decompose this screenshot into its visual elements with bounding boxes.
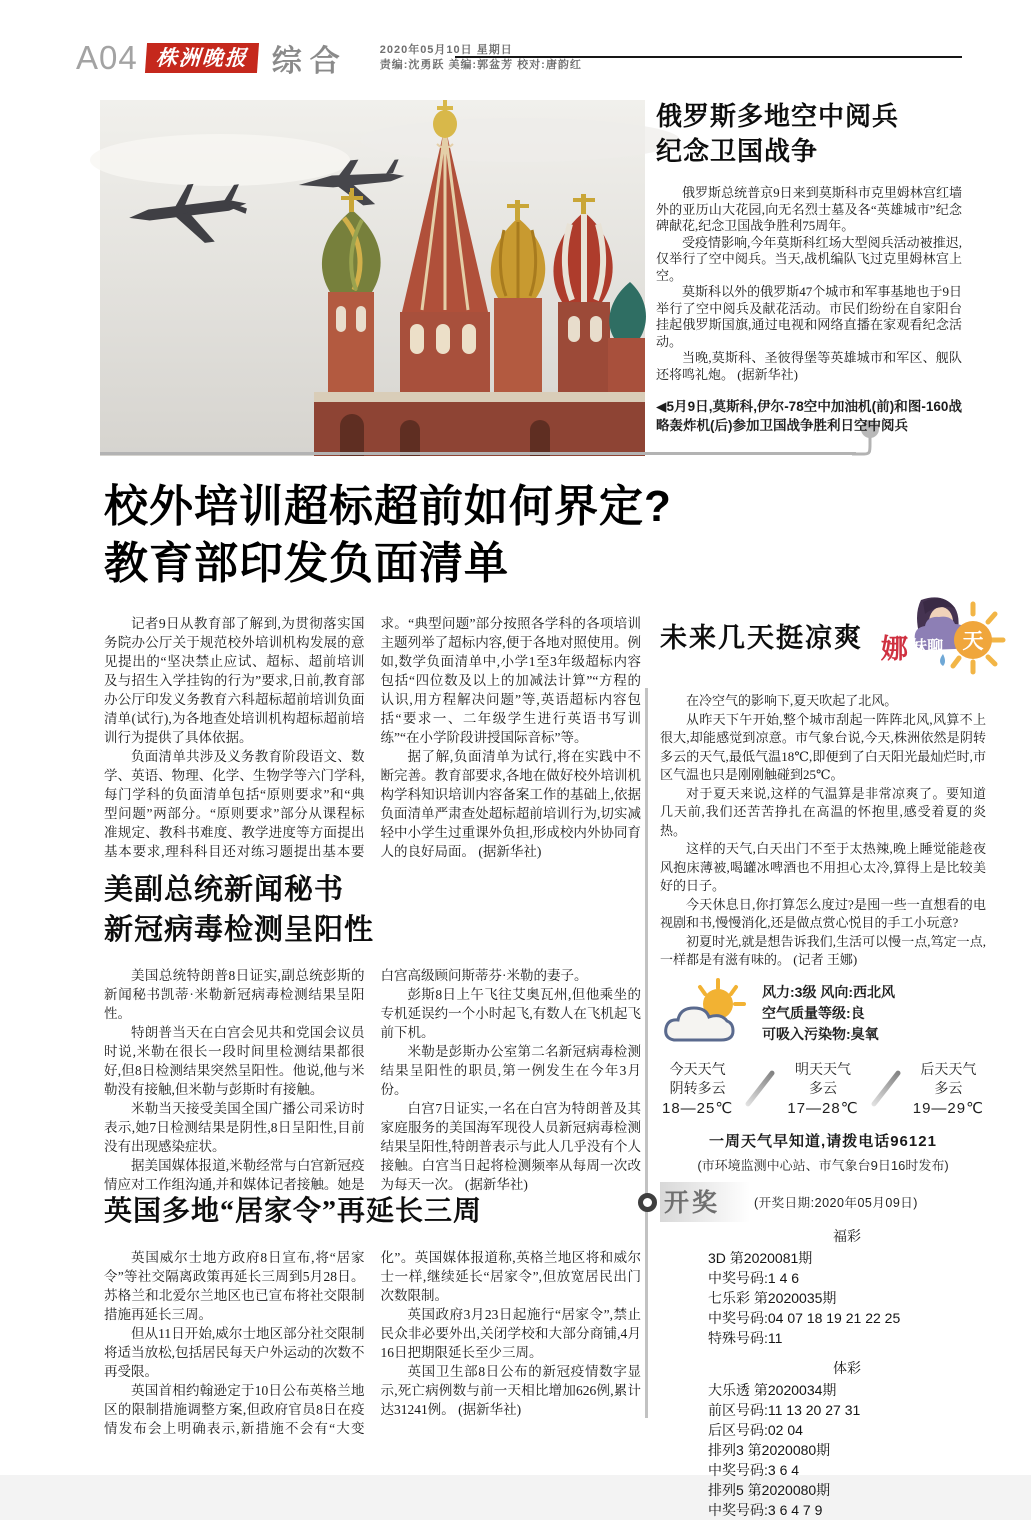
staff-line: 责编:沈勇跃 美编:郭盆芳 校对:唐韵红 <box>379 59 582 71</box>
paragraph: 对于夏天来说,这样的气温算是非常凉爽了。要知道几天前,我们还苦苦挣扎在高温的怀抱里,感受着夏的炎热。 <box>660 785 986 838</box>
paragraph: 当晚,莫斯科、圣彼得堡等英雄城市和军区、舰队还将鸣礼炮。 (据新华社) <box>656 350 962 382</box>
main-article-body <box>104 614 641 861</box>
pence-article-title: 美副总统新闻秘书 新冠病毒检测呈阳性 <box>104 874 375 947</box>
lottery-label: 开奖 <box>660 1182 750 1222</box>
date-line: 2020年05月10日 星期日 <box>379 44 513 56</box>
paragraph: 这样的天气,白天出门不至于太热辣,晚上睡觉能趁夜风抱床薄被,喝罐冰啤酒也不用担心太冷,算得上是比较美好的日子。 <box>660 841 986 893</box>
lottery-line: 中奖号码:3 6 4 <box>708 1462 800 1478</box>
paragraph: 英国卫生部8日公布的新冠疫情数字显示,死亡病例数与前一天相比增加626例,累计达31241例。 (据新华社) <box>380 1364 641 1418</box>
header-rule <box>455 56 962 58</box>
page-header <box>76 34 582 82</box>
photo-caption: ◀5月9日,莫斯科,伊尔-78空中加油机(前)和图-160战略轰炸机(后)参加卫国战争胜利日空中阅兵 <box>656 399 962 434</box>
paragraph: 米勒当天接受美国全国广播公司采访时表示,她7日检测结果是阴性,8日呈阳性,目前没有出现感染症状。 <box>104 1101 365 1155</box>
forecast-tomorrow: 明天天气 多云 17—28℃ <box>787 1060 859 1117</box>
article-training-list <box>104 478 672 870</box>
weather-info-lines <box>762 982 895 1045</box>
lottery-line: 前区号码:11 13 20 27 31 <box>708 1402 861 1418</box>
paragraph: 据了解,负面清单为试行,将在实践中不断完善。教育部要求,各地在做好校外培训机构学科知识培训内容备案工作的基础上,依据负面清单严肃查处超标超前培训行为,切实减轻中小学生过重课外负担,形成校内外协同育人的良好局面。 (据新华社) <box>380 749 641 860</box>
lottery-line: 中奖号码:1 4 6 <box>708 1270 800 1286</box>
publication-info <box>380 43 582 73</box>
section-title: 综合 <box>271 45 348 78</box>
lottery-line: 大乐透 第2020034期 <box>708 1382 837 1398</box>
article-russia-parade <box>656 100 962 435</box>
paragraph: 英国首相约翰逊定于10日公布英格兰地区的限制措施调整方案,但政府官员8日在疫情发布会上明确表示,新措施不会有“大变化”。英国媒体报道称,英格兰地区将和威尔士一样,继续延长“居家令”,但放宽居民出门次数限制。 <box>104 1250 641 1437</box>
paragraph: 负面清单共涉及义务教育阶段语文、数学、英语、物理、化学、生物学等六门学科,每门学科的负面清单包括“原则要求”和“典型问题”两部分。“原则要求”部分从课程标准规定、教科书难度、教学进度等方面提出基本要求,理科科目还对练习题提出基本要求。“典型问题”部分按照各学科的各项培训主题列举了超标内容,便于各地对照使用。例如,数学负面清单中,小学1至3年级超标内容包括“四位数及以上的加减法计算”“方程的认识,用方程解决问题”等,英语超标内容包括“要求一、二年级学生进行英语书写训练”“在小学阶段讲授国际音标”等。 <box>104 616 641 860</box>
lottery-line: 排列3 第2020080期 <box>708 1442 831 1458</box>
paragraph: 在冷空气的影响下,夏天吹起了北风。 <box>686 693 898 708</box>
air-quality-line: 空气质量等级:良 <box>762 1005 865 1021</box>
lottery-line: 七乐彩 第2020035期 <box>708 1290 837 1306</box>
paragraph: 白宫7日证实,一名在白宫为特朗普及其家庭服务的美国海军现役人员新冠病毒检测结果呈阳性,特朗普表示与此人几乎没有个人接触。白宫当日起将检测频率从每周一次改为每天一次。 (据新华社) <box>380 1101 641 1193</box>
paragraph: 米勒是彭斯办公室第二名新冠病毒检测结果呈阳性的职员,第一例发生在今年3月份。 <box>380 1044 641 1098</box>
bullet-ring-icon <box>638 1193 657 1212</box>
paragraph: 特朗普当天在白宫会见共和党国会议员时说,米勒在很长一段时间里检测结果都很好,但8日检测结果突然呈阳性。他说,他与米勒没有接触,但米勒与彭斯时有接触。 <box>104 1025 365 1098</box>
forecast-slash <box>745 1070 776 1108</box>
paragraph: 英国政府3月23日起施行“居家令”,禁止民众非必要外出,关闭学校和大部分商铺,4月16日把期限延长至少三周。 <box>380 1307 641 1361</box>
lottery-line: 中奖号码:3 6 4 7 9 <box>708 1502 823 1518</box>
paragraph: 但从11日开始,威尔士地区部分社交限制将适当放松,包括居民每天户外运动的次数不再受限。 <box>104 1326 365 1380</box>
weather-hotline: 一周天气早知道,请拨电话96121 <box>709 1132 937 1150</box>
pence-article-body <box>104 966 641 1194</box>
forecast-day-after: 后天天气 多云 19—29℃ <box>912 1060 984 1117</box>
forecast-today: 今天天气 阴转多云 18—25℃ <box>662 1060 734 1117</box>
paragraph: 据美国媒体报道,米勒经常与白宫新冠疫情应对工作组沟通,并和媒体记者接触。她是白宫高级顾问斯蒂芬·米勒的妻子。 <box>104 968 588 1193</box>
weather-article-body <box>660 692 986 970</box>
photo-illustration <box>100 100 645 456</box>
paragraph: 英国威尔士地方政府8日宣布,将“居家令”等社交隔离政策再延长三周到5月28日。苏格兰和北爱尔兰地区也已宣布将社交限制措施再延长三周。 <box>104 1250 365 1323</box>
newspaper-logo: 株洲晚报 <box>145 43 259 73</box>
paragraph: 今天休息日,你打算怎么度过?是囤一些一直想看的电视剧和书,慢慢消化,还是做点赏心悦目的手工小玩意? <box>660 896 986 930</box>
lottery-date-note: (开奖日期:2020年05月09日) <box>754 1196 918 1210</box>
right-rail <box>638 596 986 1520</box>
russia-article-body <box>656 185 962 383</box>
logo-meiliao-text: 妹聊 <box>911 639 944 656</box>
article-pence-secretary <box>104 870 641 1194</box>
left-column <box>104 478 672 1438</box>
forecast-slash <box>870 1070 901 1108</box>
weather-info <box>660 978 986 1050</box>
lottery-line: 3D 第2020081期 <box>708 1250 813 1266</box>
wind-line: 风力:3级 风向:西北风 <box>762 984 895 1000</box>
paragraph: 美国总统特朗普8日证实,副总统彭斯的新闻秘书凯蒂·米勒新冠病毒检测结果呈阳性。 <box>104 968 365 1022</box>
paragraph: 从昨天下午开始,整个城市刮起一阵阵北风,风算不上很大,却能感觉到凉意。市气象台说,今天,株洲依然是阴转多云的天气,最低气温18℃,即便到了白天阳光最灿烂时,市区气温也只是刚刚触碰到25℃。 <box>660 711 986 782</box>
weather-header <box>660 596 986 678</box>
russia-article-title: 俄罗斯多地空中阅兵 纪念卫国战争 <box>656 102 900 166</box>
lottery-section <box>638 1182 986 1520</box>
paragraph: 莫斯科以外的俄罗斯47个城市和军事基地也于9日举行了空中阅兵及献花活动。市民们纷纷在自家阳台挂起俄罗斯国旗,通过电视和网络直播在家观看纪念活动。 <box>656 284 962 349</box>
forecast-row <box>660 1060 986 1118</box>
photo-divider-rule <box>100 452 856 455</box>
sun-cloud-icon <box>660 978 752 1050</box>
lottery-line: 中奖号码:04 07 18 19 21 22 25 <box>708 1310 901 1326</box>
logo-na-text: 娜 <box>881 634 908 664</box>
lottery-line: 特殊号码:11 <box>708 1330 783 1346</box>
weather-title: 未来几天挺凉爽 <box>660 623 863 653</box>
weather-release-note: (市环境监测中心站、市气象台9日16时发布) <box>697 1157 949 1173</box>
namei-liaotian-column-logo <box>865 596 1007 678</box>
fucai-header: 福彩 <box>833 1228 861 1244</box>
paragraph: 记者9日从教育部了解到,为贯彻落实国务院办公厅关于规范校外培训机构发展的意见提出的“坚决禁止应试、超标、超前培训及与招生入学挂钩的行为”要求,日前,教育部办公厅印发义务教育六科超标超前培训负面清单(试行),为各地查处培训机构超标超前培训行为提供了具体依据。 <box>104 616 365 746</box>
page-number: A04 <box>76 39 138 76</box>
main-headline: 校外培训超标超前如何界定? 教育部印发负面清单 <box>104 482 672 589</box>
uk-article-body <box>104 1248 641 1438</box>
news-photo <box>100 100 645 456</box>
lottery-line: 排列5 第2020080期 <box>708 1482 831 1498</box>
weather-column <box>638 596 986 1176</box>
paragraph: 受疫情影响,今年莫斯科红场大型阅兵活动被推迟,仅举行了空中阅兵。当天,战机编队飞过克里姆林宫上空。 <box>656 234 962 283</box>
lottery-body <box>708 1226 986 1520</box>
pollutant-line: 可吸入污染物:臭氧 <box>762 1026 879 1042</box>
paragraph: 俄罗斯总统普京9日来到莫斯科市克里姆林宫红墙外的亚历山大花园,向无名烈士墓及各“英雄城市”纪念碑献花,纪念卫国战争胜利75周年。 <box>656 185 962 234</box>
paragraph: 彭斯8日上午飞往艾奥瓦州,但他乘坐的专机延误约一个小时起飞,有数人在飞机起飞前下机。 <box>380 987 641 1041</box>
lottery-header <box>638 1182 986 1222</box>
lottery-line: 后区号码:02 04 <box>708 1422 803 1438</box>
uk-article-title: 英国多地“居家令”再延长三周 <box>104 1196 483 1228</box>
paragraph: 初夏时光,就是想告诉我们,生活可以慢一点,笃定一点,一样都是有滋有味的。 (记者 王娜) <box>660 933 986 967</box>
ticai-header: 体彩 <box>833 1360 861 1376</box>
article-uk-lockdown <box>104 1194 641 1438</box>
logo-tian-text: 天 <box>962 630 984 653</box>
